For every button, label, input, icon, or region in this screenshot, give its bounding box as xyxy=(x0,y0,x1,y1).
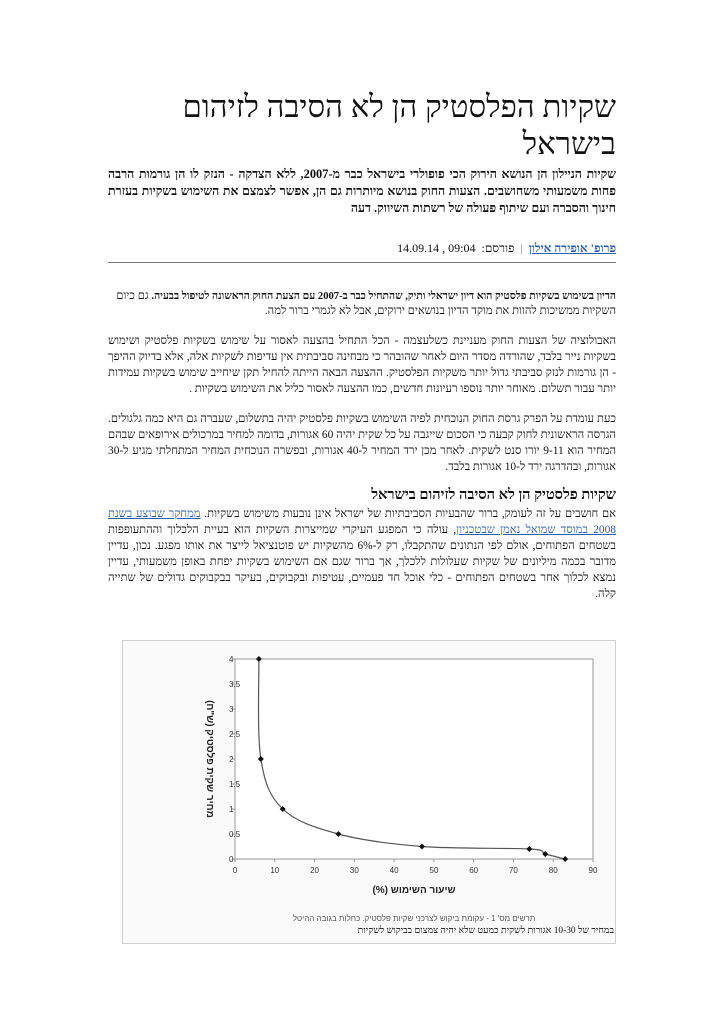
body-paragraph-1: האבולוציה של הצעות החוק מעניינת כשלעצמה - הכל התחיל בהצעה לאסור על שימוש בשקיות פלסטיק ושימוש בשקיות נייר בלבד, שהורדה מסדר היום לאחר שהובהר כי מבחינה סביבתית אין עדיפות לשקיות אלה, אלא בדיוק ההיפך - הן גורמות לנזק סביבתי גדול יותר משקיות הפלסטיק. ההצעה הבאה הייתה להחיל תקן שיחייב שימוש בשקיות עמידות יותר עבור תשלום. מאוחר יותר נוספו רעיונות חדשים, כמו ההצעה לאסור כליל את השימוש בשקיות . xyxy=(108,335,616,396)
demand-chart-svg xyxy=(123,641,615,943)
y-tick-label: 0 xyxy=(229,855,234,864)
intro-rest: גם כיום השקיות ממשיכות להוות את מוקד הדיון בנושאים ירוקים, אבל לא לגמרי ברור למה. xyxy=(116,290,616,318)
section-heading: שקיות פלסטיק הן לא הסיבה לזיהום בישראל xyxy=(371,487,616,504)
x-tick-label: 0 xyxy=(232,866,238,875)
study-link[interactable]: ממחקר שבוצע בשנת 2008 במוסד שמואל נאמן שבטכניון xyxy=(108,508,616,537)
x-tick-label: 30 xyxy=(349,866,359,875)
x-tick-label: 20 xyxy=(310,866,320,875)
x-tick-label: 60 xyxy=(469,866,479,875)
author-link[interactable]: פרופ' אופירה אילון xyxy=(528,241,616,256)
chart-caption: תרשים מס' 1 - עקומת ביקוש לצרכני שקיות פלסטיק. כחלות בגובה ההיטל xyxy=(292,914,536,923)
byline-divider xyxy=(108,262,616,263)
byline-separator: | xyxy=(520,241,523,256)
x-tick-label: 70 xyxy=(508,866,518,875)
x-tick-label: 90 xyxy=(588,866,598,875)
plot-area xyxy=(235,659,593,859)
x-tick-label: 80 xyxy=(548,866,558,875)
byline xyxy=(108,241,616,256)
demand-chart xyxy=(122,640,616,944)
article xyxy=(108,88,616,602)
intro-bold: הדיון בשימוש בשקיות פלסטיק הוא דיון ישראלי ותיק, שהתחיל כבר ב-2007 עם הצעת החוק הראשונה לטיפול בבעיה. xyxy=(151,291,616,303)
y-tick-label: 1 xyxy=(229,805,234,814)
y-tick-label: 0.5 xyxy=(229,830,241,839)
y-tick-label: 2 xyxy=(229,755,234,764)
article-title: שקיות הפלסטיק הן לא הסיבה לזיהום בישראל xyxy=(182,89,616,162)
p3-text-before: אם חושבים על זה לעומק, ברור שהבעיות הסביבתיות של ישראל אינן נובעות משימוש בשקיות. xyxy=(200,508,616,521)
y-tick-label: 2.5 xyxy=(229,730,241,739)
x-tick-label: 50 xyxy=(429,866,439,875)
x-tick-label: 10 xyxy=(270,866,280,875)
x-tick-label: 40 xyxy=(389,866,399,875)
published-date: 14.09.14 , 09:04 xyxy=(397,241,476,256)
y-axis-label: מחיר שקית פלסטיק (ש"ח) xyxy=(204,700,215,818)
body-paragraph-3 xyxy=(108,506,616,602)
x-axis-label: שיעור השימוש (%) xyxy=(372,885,456,896)
p3-text-after: , עולה כי המפגע העיקרי שמייצרות השקיות הוא בעיית הלכלוך וההתעופפות בשטחים הפתוחים, אולם לפי הנתונים שהתקבלו, רק ל-6% מהשקיות יש פוטנציאל לייצר את אותו מפגע. נכון, עדיין מדובר בכמה מיליונים של שקיות שעלולות ללכלך, אך ברור שגם אם השימוש בשקיות יפחת באופן משמעותי, עדיין נמצא לכלוך אחר בשטחים הפתוחים - כלי אוכל חד פעמיים, עטיפות ובקבוקים, בעיקר בבקבוקים גדולים של שתייה קלה. xyxy=(108,524,616,601)
article-lead: שקיות הניילון הן הנושא הירוק הכי פופולרי בישראל כבר מ-2007, ללא הצדקה - הנזק לו הן גורמות הרבה פחות משמעותי משחושבים. הצעות החוק בנושא מיותרות גם הן, אפשר לצמצם את השימוש בשקיות בעזרת חינוך והסברה ועם שיתוף פעולה של רשתות השיווק. דעה xyxy=(108,167,616,216)
y-tick-label: 3.5 xyxy=(229,680,241,689)
y-tick-label: 4 xyxy=(229,655,234,664)
image-caption: במחיר של 10-30 אגורות לשקית כמעט שלא יהיה צמצום בביקוש לשקיות xyxy=(357,926,614,936)
intro-paragraph xyxy=(108,289,616,319)
y-tick-label: 1.5 xyxy=(229,780,241,789)
body-paragraph-2: כעת עומדת על הפרק גרסת החוק הנוכחית לפיה השימוש בשקיות פלסטיק יהיה בתשלום, שעברה גם היא כמה גלגולים. הגרסה הראשונית לחוק קבעה כי הסכום שייגבה על כל שקית יהיה 60 אגורות, בדומה למחיר במרכולים אירופאים שבהם המחיר הוא 9-11 יורו סנט לשקית. לאחר מכן ירד המחיר ל-40 אגורות, ובפשרה הנוכחית המחיר המתחלתי מגיע ל-30 אגורות, ובהדרגה ירד ל-10 אגורות בלבד. xyxy=(108,413,617,474)
published-label: פורסם: xyxy=(481,241,515,256)
y-tick-label: 3 xyxy=(229,705,234,714)
